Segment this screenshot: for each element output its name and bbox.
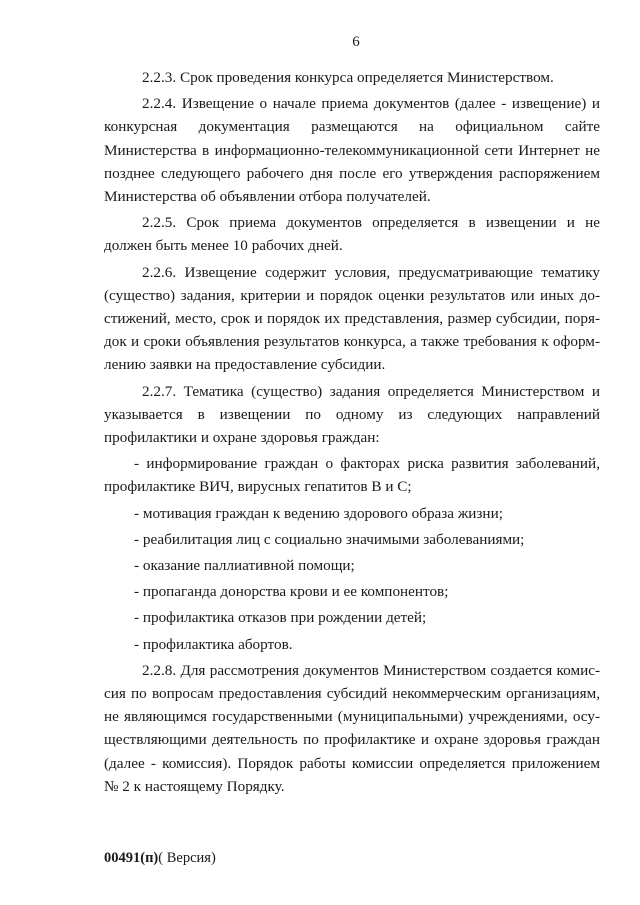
list-item: - информирование граждан о факторах риска развития заболеваний, профилактике ВИЧ, вирусных гепатитов В и С; [104, 455, 600, 496]
document-version: ( Версия) [158, 850, 216, 866]
paragraph-2-2-5: 2.2.5. Срок приема документов определяется в извещении и не должен быть менее 10 рабочих дней. [104, 214, 600, 255]
list-item: - оказание паллиативной помощи; [134, 557, 355, 575]
list-item: - мотивация граждан к ведению здорового образа жизни; [134, 504, 503, 522]
paragraph-2-2-3: 2.2.3. Срок проведения конкурса определяется Министерством. [142, 69, 554, 86]
document-code: 00491(п) [104, 850, 159, 866]
paragraph-2-2-6: 2.2.6. Извещение содержит условия, предусматривающие тематику (существо) задания, критерии и порядок оценки результатов или иных достижений, место, срок и порядок их представления, размер субсидии, порядок и сроки объявления результатов конкурса, а также требования к оформлению заявки на предоставление субсидии. [104, 263, 600, 374]
paragraph-2-2-8: 2.2.8. Для рассмотрения документов Министерством создается комиссия по вопросам предоставления субсидий некоммерческим организациям, не являющимся государственными (муниципальными) учреждениями, осуществляющими деятельность по профилактике и охране здоровья граждан (далее - комиссия). Порядок работы комиссии определяется приложением № 2 к настоящему Порядку. [104, 661, 600, 795]
list-item: - профилактика отказов при рождении детей; [134, 609, 427, 627]
document-footer [104, 850, 216, 867]
page-number: 6 [352, 34, 360, 50]
directions-list [104, 452, 600, 656]
document-body [104, 66, 600, 801]
paragraph-2-2-4: 2.2.4. Извещение о начале приема документов (далее - извещение) и конкурсная документация размещаются на официальном сайте Министерства в информационно-телекоммуникационной сети Интернет не позднее следующего рабочего дня после его утверждения распоряжением Министерства об объявлении отбора получателей. [104, 95, 600, 206]
list-item: - реабилитация лиц с социально значимыми заболеваниями; [134, 530, 525, 548]
list-item: - профилактика абортов. [134, 635, 293, 653]
paragraph-2-2-7: 2.2.7. Тематика (существо) задания определяется Министерством и указывается в извещении по одному из следующих направлений профилактики и охране здоровья граждан: [104, 382, 600, 447]
list-item: - пропаганда донорства крови и ее компонентов; [134, 583, 449, 601]
